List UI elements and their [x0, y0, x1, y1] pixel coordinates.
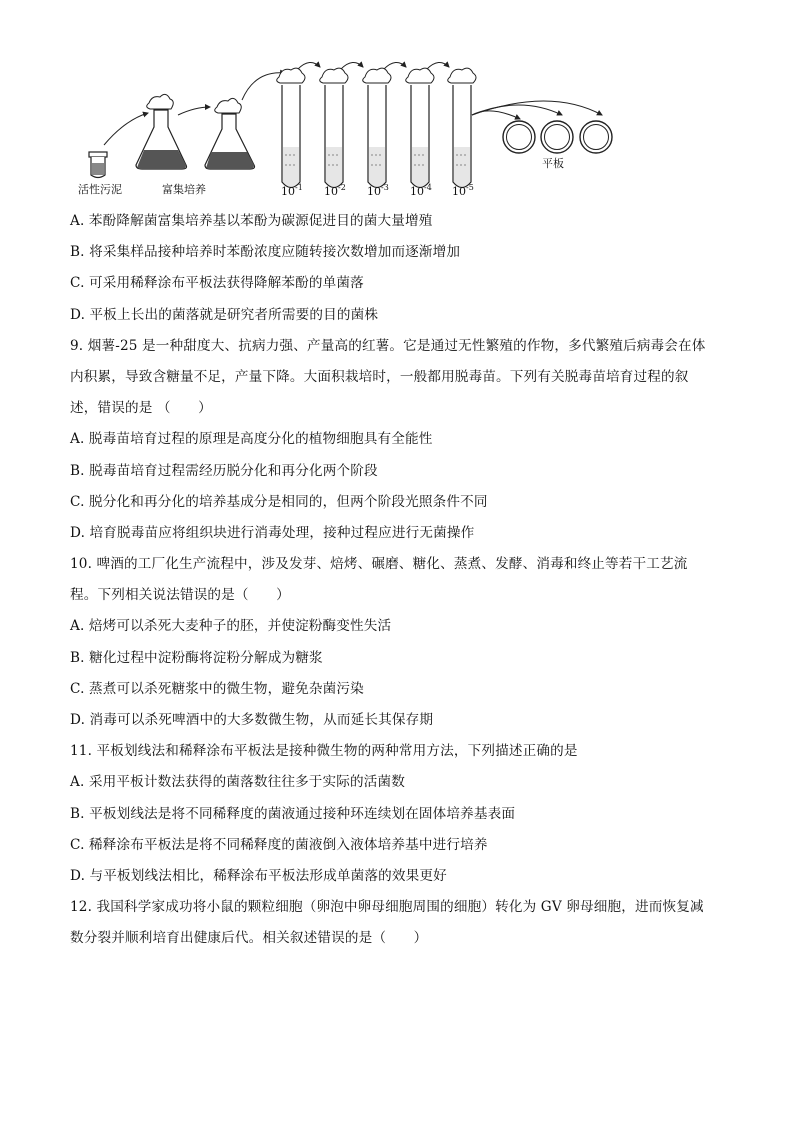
dilution-label: $10^{-2}$ [324, 183, 346, 198]
dilution-label: $10^{-1}$ [281, 183, 303, 198]
test-tube-4-icon [406, 68, 434, 187]
question-line: 9. 烟薯-25 是一种甜度大、抗病力强、产量高的红薯。它是通过无性繁殖的作物，多代繁殖后病毒会在体 [70, 337, 706, 354]
question-line: 数分裂并顺利培育出健康后代。相关叙述错误的是（ ） [70, 930, 428, 947]
option-line: B. 脱毒苗培育过程需经历脱分化和再分化两个阶段 [70, 462, 378, 479]
option-line: C. 蒸煮可以杀死糖浆中的微生物，避免杂菌污染 [70, 680, 364, 697]
plate-2-icon [541, 121, 573, 153]
option-line: A. 焙烤可以杀死大麦种子的胚，并使淀粉酶变性失活 [70, 618, 392, 635]
label-activated-sludge: 活性污泥 [78, 183, 122, 196]
option-line: A. 采用平板计数法获得的菌落数往往多于实际的活菌数 [70, 774, 406, 791]
option-line: D. 消毒可以杀死啤酒中的大多数微生物，从而延长其保存期 [70, 712, 434, 728]
test-tube-2-icon [320, 68, 348, 187]
option-line: D. 平板上长出的菌落就是研究者所需要的目的菌株 [70, 306, 379, 323]
question-line: 11. 平板划线法和稀释涂布平板法是接种微生物的两种常用方法，下列描述正确的是 [70, 743, 578, 760]
sludge-beaker-icon [89, 152, 107, 178]
label-enrichment: 富集培养 [162, 183, 206, 196]
plate-1-icon [503, 121, 535, 153]
dilution-label: $10^{-5}$ [452, 183, 474, 198]
plate-3-icon [580, 121, 612, 153]
option-line: B. 糖化过程中淀粉酶将淀粉分解成为糖浆 [70, 649, 323, 666]
option-line: D. 培育脱毒苗应将组织块进行消毒处理，接种过程应进行无菌操作 [70, 524, 475, 541]
option-line: A. 苯酚降解菌富集培养基以苯酚为碳源促进目的菌大量增殖 [70, 213, 433, 229]
option-line: B. 平板划线法是将不同稀释度的菌液通过接种环连续划在固体培养基表面 [70, 805, 516, 822]
dilution-label: $10^{-3}$ [367, 183, 389, 198]
flask-1-icon [136, 94, 187, 169]
question-line: 程。下列相关说法错误的是（ ） [70, 587, 290, 604]
test-tube-5-icon [448, 68, 476, 187]
question-line: 10. 啤酒的工厂化生产流程中，涉及发芽、焙烤、碾磨、糖化、蒸煮、发酵、消毒和终止等若干工艺流 [70, 556, 688, 573]
test-tube-3-icon [363, 68, 391, 187]
question-line: 12. 我国科学家成功将小鼠的颗粒细胞（卵泡中卵母细胞周围的细胞）转化为 GV 卵母细胞，进而恢复减 [70, 899, 704, 916]
label-plate: 平板 [542, 157, 564, 170]
question-text [70, 206, 730, 955]
dilution-label: $10^{-4}$ [410, 183, 432, 198]
option-line: C. 脱分化和再分化的培养基成分是相同的，但两个阶段光照条件不同 [70, 493, 488, 510]
option-line: A. 脱毒苗培育过程的原理是高度分化的植物细胞具有全能性 [70, 431, 433, 448]
option-line: C. 可采用稀释涂布平板法获得降解苯酚的单菌落 [70, 275, 364, 292]
experiment-figure [70, 55, 630, 205]
question-line: 述，错误的是 （ ） [70, 400, 212, 417]
test-tube-1-icon [277, 68, 305, 187]
option-line: C. 稀释涂布平板法是将不同稀释度的菌液倒入液体培养基中进行培养 [70, 836, 488, 853]
question-line: 内积累，导致含糖量不足，产量下降。大面积栽培时，一般都用脱毒苗。下列有关脱毒苗培育过程的叙 [70, 368, 689, 385]
experiment-diagram [70, 55, 630, 205]
flask-2-icon [205, 98, 255, 169]
option-line: B. 将采集样品接种培养时苯酚浓度应随转接次数增加而逐渐增加 [70, 244, 461, 261]
option-line: D. 与平板划线法相比，稀释涂布平板法形成单菌落的效果更好 [70, 867, 447, 884]
